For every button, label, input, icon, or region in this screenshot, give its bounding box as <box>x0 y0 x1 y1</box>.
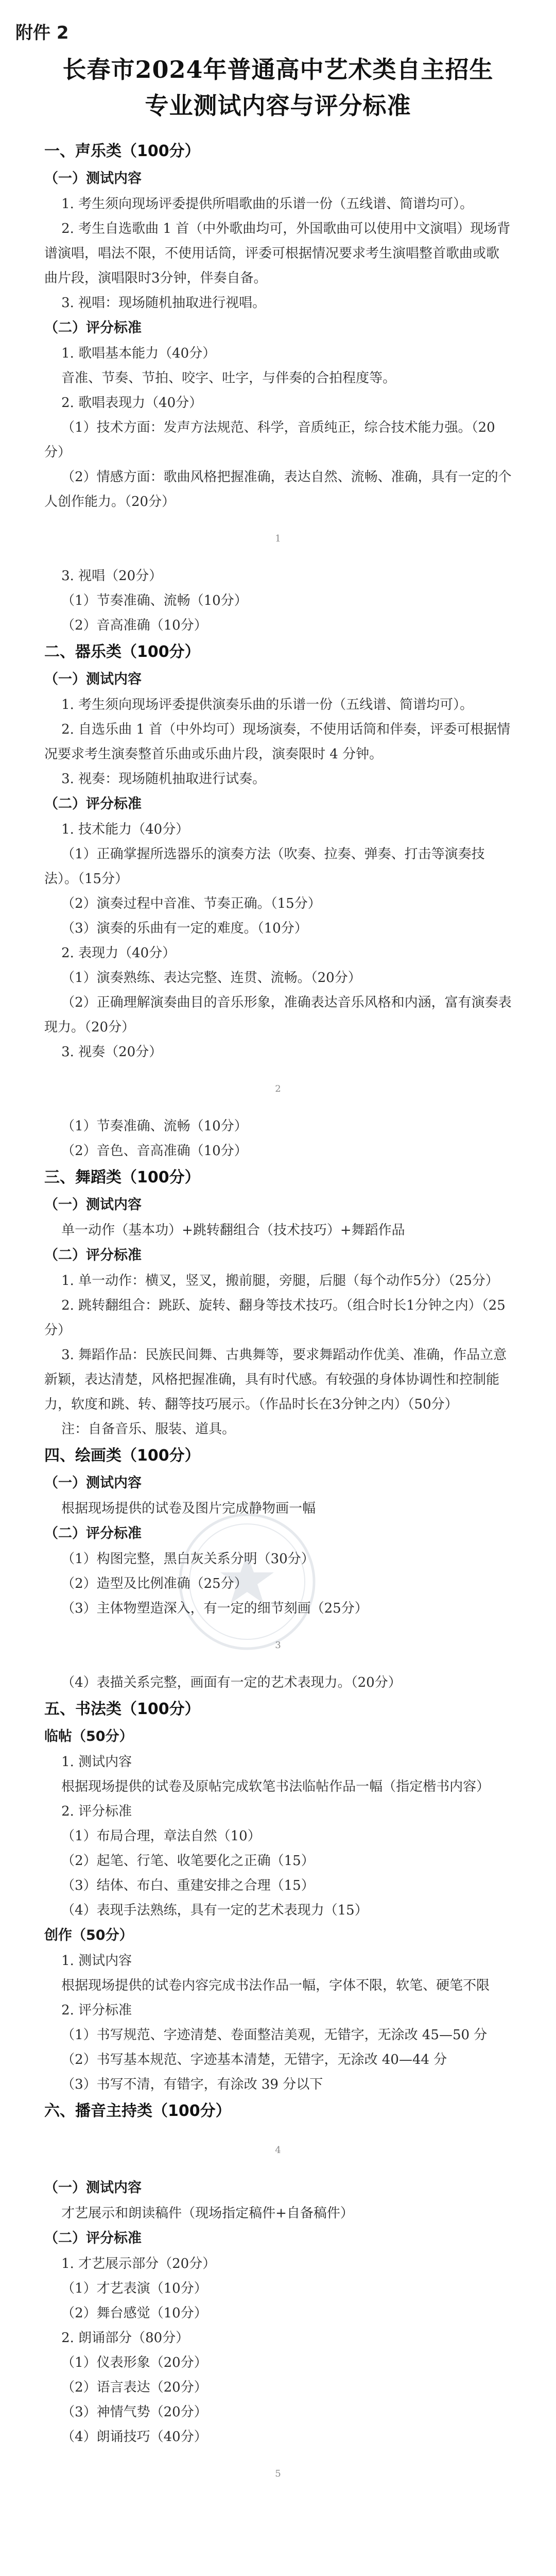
document-title <box>44 0 512 124</box>
paragraph: 2. 歌唱表现力（40分） <box>44 395 203 411</box>
page-number: 3 <box>275 1640 281 1651</box>
paragraph: （1）节奏准确、流畅（10分） <box>44 593 248 608</box>
paragraph: （2）书写基本规范、字迹基本清楚，无错字，无涂改 40—44 分 <box>44 2052 447 2067</box>
paragraph: 2. 跳转翻组合：跳跃、旋转、翻身等技术技巧。（组合时长1分钟之内）（25分） <box>44 1298 506 1338</box>
paragraph: （1）书写规范、字迹清楚、卷面整洁美观，无错字，无涂改 45—50 分 <box>44 2027 488 2043</box>
paragraph: （1）技术方面：发声方法规范、科学，音质纯正，综合技术能力强。（20分） <box>44 420 495 460</box>
paragraph: （4）表描关系完整，画面有一定的艺术表现力。（20分） <box>44 1675 402 1690</box>
paragraph: （1）正确掌握所选器乐的演奏方法（吹奏、拉奏、弹奏、打击等演奏技法）。（15分） <box>44 846 485 887</box>
title-line-2: 专业测试内容与评分标准 <box>145 92 411 120</box>
paragraph: （2）音高准确（10分） <box>44 618 207 633</box>
section-heading: 四、绘画类（100分） <box>44 1447 200 1465</box>
subsection-heading: （二）评分标准 <box>44 2230 142 2246</box>
page-number: 4 <box>275 2145 281 2156</box>
paragraph: 1. 测试内容 <box>44 1953 132 1969</box>
paragraph: 1. 考生须向现场评委提供演奏乐曲的乐谱一份（五线谱、简谱均可）。 <box>44 697 474 713</box>
paragraph: 2. 评分标准 <box>44 2003 132 2018</box>
paragraph: （4）朗诵技巧（40分） <box>44 2429 207 2445</box>
paragraph: （3）结体、布白、重建安排之合理（15） <box>44 1878 315 1893</box>
section-heading: 五、书法类（100分） <box>44 1700 200 1718</box>
paragraph: 3. 视奏（20分） <box>44 1044 163 1060</box>
paragraph: 音准、节奏、节拍、咬字、吐字，与伴奏的合拍程度等。 <box>44 370 396 386</box>
subsection-heading: （二）评分标准 <box>44 1247 142 1263</box>
section-heading: 六、播音主持类（100分） <box>44 2102 231 2120</box>
subsection-heading: （二）评分标准 <box>44 320 142 336</box>
paragraph: （2）音色、音高准确（10分） <box>44 1143 248 1159</box>
paragraph: （3）书写不清，有错字，有涂改 39 分以下 <box>44 2077 323 2092</box>
paragraph: 3. 视唱（20分） <box>44 568 163 584</box>
paragraph: （2）舞台感觉（10分） <box>44 2306 207 2321</box>
paragraph: （4）表现手法熟练，具有一定的艺术表现力（15） <box>44 1903 368 1918</box>
subsection-heading: 创作（50分） <box>44 1927 133 1943</box>
paragraph: 3. 舞蹈作品：民族民间舞、古典舞等，要求舞蹈动作优美、准确，作品立意新颖，表达清楚，风格把握准确，具有时代感。有较强的身体协调性和控制能力，软度和跳、转、翻等技巧展示。（作品时长在3分钟之内）（50分） <box>44 1347 507 1412</box>
paragraph: （1）仪表形象（20分） <box>44 2355 207 2370</box>
paragraph: （2）演奏过程中音准、节奏正确。（15分） <box>44 896 321 911</box>
paragraph: 根据现场提供的试卷内容完成书法作品一幅，字体不限，软笔、硬笔不限 <box>44 1978 490 1993</box>
paragraph: 2. 自选乐曲 1 首（中外均可）现场演奏，不使用话筒和伴奏，评委可根据情况要求考生演奏整首乐曲或乐曲片段，演奏限时 4 分钟。 <box>44 722 511 762</box>
paragraph: 1. 考生须向现场评委提供所唱歌曲的乐谱一份（五线谱、简谱均可）。 <box>44 196 474 212</box>
paragraph: （1）演奏熟练、表达完整、连贯、流畅。（20分） <box>44 970 361 986</box>
subsection-heading: （一）测试内容 <box>44 1475 142 1491</box>
paragraph: （1）才艺表演（10分） <box>44 2281 207 2296</box>
paragraph: 1. 才艺展示部分（20分） <box>44 2256 216 2272</box>
subsection-heading: （二）评分标准 <box>44 1526 142 1541</box>
subsection-heading: （一）测试内容 <box>44 2180 142 2196</box>
paragraph: 1. 歌唱基本能力（40分） <box>44 346 216 361</box>
paragraph: 1. 测试内容 <box>44 1754 132 1770</box>
paragraph: （2）情感方面：歌曲风格把握准确，表达自然、流畅、准确，具有一定的个人创作能力。（20分） <box>44 469 512 510</box>
section-heading: 一、声乐类（100分） <box>44 142 200 160</box>
paragraph: （3）主体物塑造深入，有一定的细节刻画（25分） <box>44 1601 368 1616</box>
paragraph: 2. 表现力（40分） <box>44 945 176 961</box>
paragraph: 才艺展示和朗读稿件（现场指定稿件+自备稿件） <box>44 2206 354 2221</box>
section-heading: 三、舞蹈类（100分） <box>44 1168 200 1187</box>
paragraph: （3）神情气势（20分） <box>44 2404 207 2420</box>
seal-stamp-icon <box>170 1504 324 1659</box>
subsection-heading: 临帖（50分） <box>44 1728 133 1744</box>
paragraph: 1. 单一动作：横叉，竖叉，搬前腿，旁腿，后腿（每个动作5分）（25分） <box>44 1273 499 1289</box>
section-heading: 二、器乐类（100分） <box>44 643 200 661</box>
paragraph: 3. 视奏：现场随机抽取进行试奏。 <box>44 771 266 787</box>
paragraph: （3）演奏的乐曲有一定的难度。（10分） <box>44 921 308 936</box>
subsection-heading: （二）评分标准 <box>44 796 142 812</box>
paragraph: 根据现场提供的试卷及图片完成静物画一幅 <box>44 1501 316 1516</box>
page-number: 2 <box>275 1083 281 1094</box>
paragraph: 注：自备音乐、服装、道具。 <box>44 1421 236 1437</box>
paragraph: 2. 评分标准 <box>44 1804 132 1819</box>
paragraph: （2）造型及比例准确（25分） <box>44 1576 248 1591</box>
attachment-label: 附件 2 <box>15 23 69 43</box>
subsection-heading: （一）测试内容 <box>44 1197 142 1213</box>
paragraph: （1）构图完整，黑白灰关系分明（30分） <box>44 1551 315 1567</box>
page-number: 1 <box>275 533 281 544</box>
document-body <box>44 137 512 2499</box>
paragraph: 3. 视唱：现场随机抽取进行视唱。 <box>44 295 266 311</box>
paragraph: （1）布局合理，章法自然（10） <box>44 1828 261 1844</box>
paragraph: （2）语言表达（20分） <box>44 2380 207 2395</box>
subsection-heading: （一）测试内容 <box>44 171 142 187</box>
paragraph: （2）正确理解演奏曲目的音乐形象，准确表达音乐风格和内涵，富有演奏表现力。（20分） <box>44 995 512 1035</box>
title-line-1: 长春市2024年普通高中艺术类自主招生 <box>62 56 494 83</box>
paragraph: （1）节奏准确、流畅（10分） <box>44 1118 248 1134</box>
subsection-heading: （一）测试内容 <box>44 671 142 687</box>
paragraph: 1. 技术能力（40分） <box>44 822 189 837</box>
paragraph: 单一动作（基本功）+跳转翻组合（技术技巧）+舞蹈作品 <box>44 1223 405 1238</box>
paragraph: （2）起笔、行笔、收笔要化之正确（15） <box>44 1853 315 1869</box>
page-number: 5 <box>275 2468 281 2479</box>
paragraph: 2. 考生自选歌曲 1 首（中外歌曲均可，外国歌曲可以使用中文演唱）现场背谱演唱，唱法不限，不使用话筒，评委可根据情况要求考生演唱整首歌曲或歌曲片段，演唱限时3分钟，伴奏自备。 <box>44 221 511 286</box>
paragraph: 根据现场提供的试卷及原帖完成软笔书法临帖作品一幅（指定楷书内容） <box>44 1779 490 1794</box>
paragraph: 2. 朗诵部分（80分） <box>44 2330 189 2346</box>
